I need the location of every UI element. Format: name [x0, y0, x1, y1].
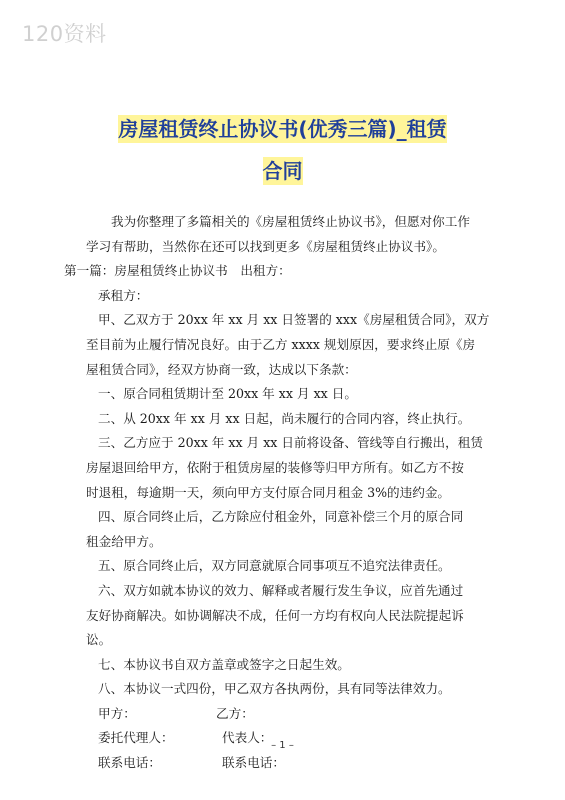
watermark-logo: 120资料: [22, 22, 107, 46]
signature-row-phones: [86, 751, 486, 776]
clause-6-line-1: 六、双方如就本协议的效力、解释或者履行发生争议，应首先通过: [98, 582, 464, 598]
intro-line-2: 学习有帮助，当然你在还可以找到更多《房屋租赁终止协议书》。: [86, 238, 445, 254]
intro-line-1: 我为你整理了多篇相关的《房屋租赁终止协议书》，但愿对你工作: [111, 214, 470, 229]
clause-3-line-2: 房屋退回给甲方，依附于租赁房屋的装修等归甲方所有。如乙方不按: [86, 459, 464, 475]
clause-6-line-2: 友好协商解决。如协调解决不成，任何一方均有权向人民法院提起诉: [86, 607, 464, 623]
signature-row-parties: [86, 702, 486, 727]
title-line-1: 房屋租赁终止协议书(优秀三篇)_租赁: [118, 117, 447, 141]
clause-preamble-line-2: 至目前为止履行情况良好。由于乙方 xxxx 规划原因，要求终止原《房: [86, 336, 476, 352]
clause-preamble-line-1: 甲、乙双方于 20xx 年 xx 月 xx 日签署的 xxx《房屋租赁合同》，双方: [98, 312, 490, 328]
agent-label: 委托代理人：: [98, 730, 174, 746]
document-body: [64, 210, 490, 776]
clause-3-line-3: 时退租，每逾期一天，须向甲方支付原合同月租金 3%的违约金。: [86, 484, 451, 500]
document-title: [60, 108, 505, 192]
clause-2: 二、从 20xx 年 xx 月 xx 日起，尚未履行的合同内容，终止执行。: [98, 410, 471, 426]
section-heading: 第一篇：房屋租赁终止协议书 出租方：: [64, 263, 291, 279]
party-b-label: 乙方：: [216, 705, 254, 721]
phone-a-label: 联系电话：: [98, 755, 161, 771]
tenant-label: 承租方：: [98, 287, 149, 303]
clause-3-line-1: 三、乙方应于 20xx 年 xx 月 xx 日前将设备、管线等自行搬出，租赁: [98, 435, 483, 451]
clause-8: 八、本协议一式四份，甲乙双方各执两份，具有同等法律效力。: [98, 681, 451, 697]
clause-4-line-2: 租金给甲方。: [86, 533, 162, 549]
title-line-2: 合同: [262, 159, 303, 183]
clause-preamble-line-3: 屋租赁合同》，经双方协商一致，达成以下条款：: [86, 361, 357, 377]
party-a-label: 甲方：: [98, 705, 136, 721]
representative-label: 代表人：: [222, 730, 273, 746]
clause-4-line-1: 四、原合同终止后，乙方除应付租金外，同意补偿三个月的原合同: [98, 509, 464, 525]
phone-b-label: 联系电话：: [222, 755, 285, 771]
clause-1: 一、原合同租赁期计至 20xx 年 xx 月 xx 日。: [98, 386, 357, 402]
clause-6-line-3: 讼。: [86, 632, 112, 648]
clause-7: 七、本协议书自双方盖章或签字之日起生效。: [98, 656, 350, 672]
clause-5: 五、原合同终止后，双方同意就原合同事项互不追究法律责任。: [98, 558, 451, 574]
page-number: – 1 –: [271, 740, 294, 751]
